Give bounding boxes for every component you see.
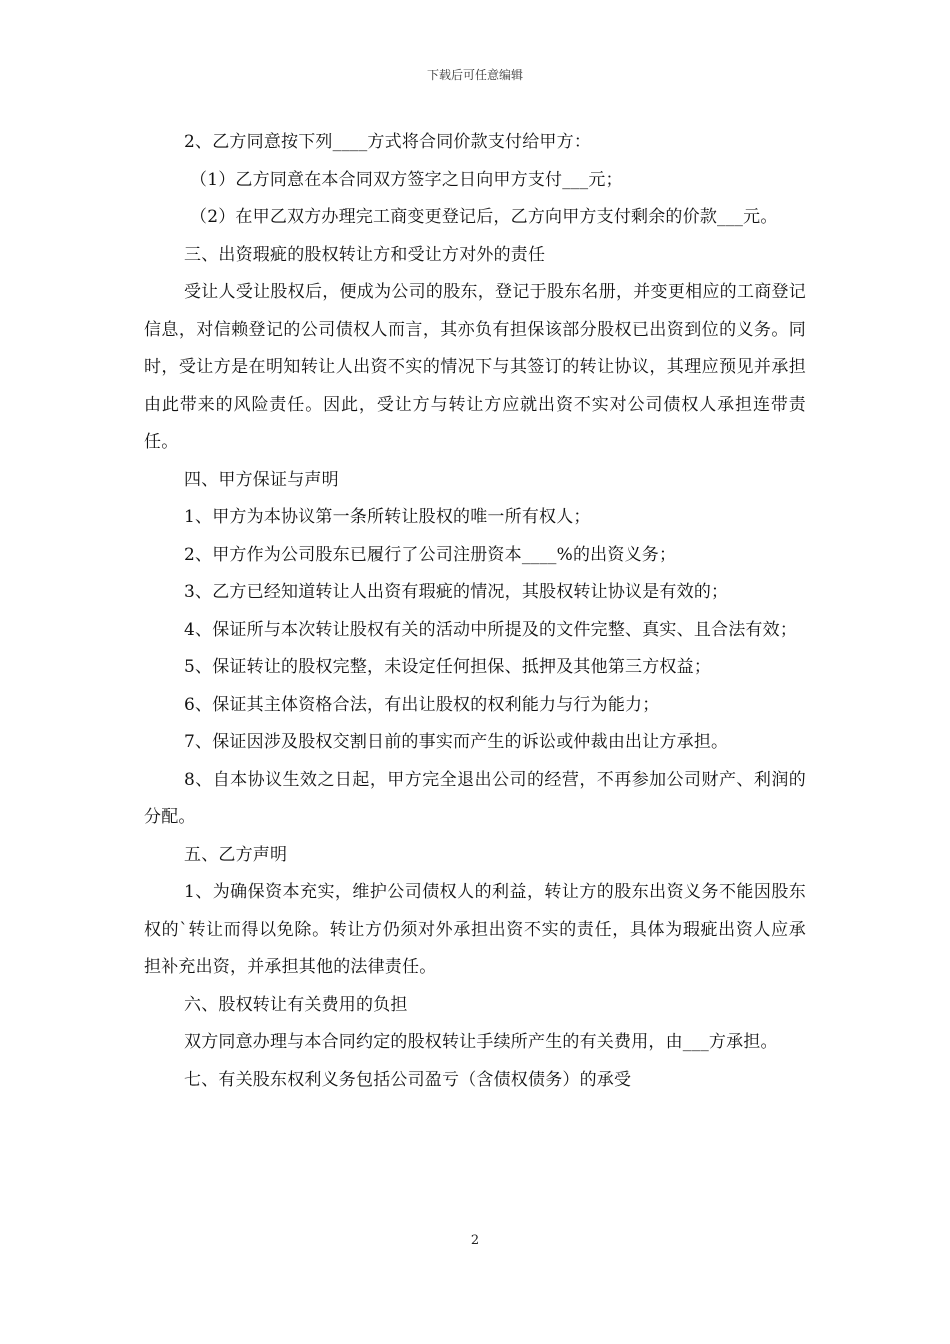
- page-header: 下载后可任意编辑: [426, 68, 523, 82]
- paragraph-section-6-body: 双方同意办理与本合同约定的股权转让手续所产生的有关费用，由___方承担。: [184, 1032, 778, 1052]
- paragraph-section-3-body: 受让人受让股权后，便成为公司的股东，登记于股东名册，并变更相应的工商登记信息，对信赖登记的公司债权人而言，其亦负有担保该部分股权已出资到位的义务。同时，受让方是在明知转让人出资不实的情况下与其签订的转让协议，其理应预见并承担由此带来的风险责任。因此，受让方与转让方应就出资不实对公司债权人承担连带责任。: [144, 282, 806, 452]
- list-item-4-5: 5、保证转让的股权完整，未设定任何担保、抵押及其他第三方权益；: [184, 657, 712, 677]
- list-item-4-2: 2、甲方作为公司股东已履行了公司注册资本____%的出资义务；: [184, 544, 677, 565]
- page-number: 2: [470, 1233, 480, 1248]
- list-item-5-1: 1、为确保资本充实，维护公司债权人的利益，转让方的股东出资义务不能因股东权的`转让而得以免除。转让方仍须对外承担出资不实的责任，具体为瑕疵出资人应承担补充出资，并承担其他的法律责任。: [144, 882, 806, 977]
- section-heading-6: 六、股权转让有关费用的负担: [184, 994, 408, 1015]
- paragraph-payment-method: 2、乙方同意按下列____方式将合同价款支付给甲方：: [184, 132, 592, 152]
- paragraph-payment-1: （1）乙方同意在本合同双方签字之日向甲方支付___元；: [190, 169, 623, 190]
- list-item-4-8: 8、自本协议生效之日起，甲方完全退出公司的经营，不再参加公司财产、利润的分配。: [144, 769, 806, 827]
- list-item-4-1: 1、甲方为本协议第一条所转让股权的唯一所有权人；: [184, 507, 591, 527]
- section-heading-3: 三、出资瑕疵的股权转让方和受让方对外的责任: [184, 244, 546, 265]
- list-item-4-7: 7、保证因涉及股权交割日前的事实而产生的诉讼或仲裁由出让方承担。: [184, 732, 729, 752]
- section-heading-4: 四、甲方保证与声明: [184, 469, 339, 490]
- section-heading-7: 七、有关股东权利义务包括公司盈亏（含债权债务）的承受: [184, 1069, 632, 1090]
- list-item-4-4: 4、保证所与本次转让股权有关的活动中所提及的文件完整、真实、且合法有效；: [184, 619, 798, 640]
- section-heading-5: 五、乙方声明: [184, 844, 288, 865]
- list-item-4-6: 6、保证其主体资格合法，有出让股权的权利能力与行为能力；: [184, 694, 660, 715]
- list-item-4-3: 3、乙方已经知道转让人出资有瑕疵的情况，其股权转让协议是有效的；: [184, 582, 729, 602]
- document-body: [144, 124, 806, 1099]
- paragraph-payment-2: （2）在甲乙双方办理完工商变更登记后，乙方向甲方支付剩余的价款___元。: [190, 207, 778, 227]
